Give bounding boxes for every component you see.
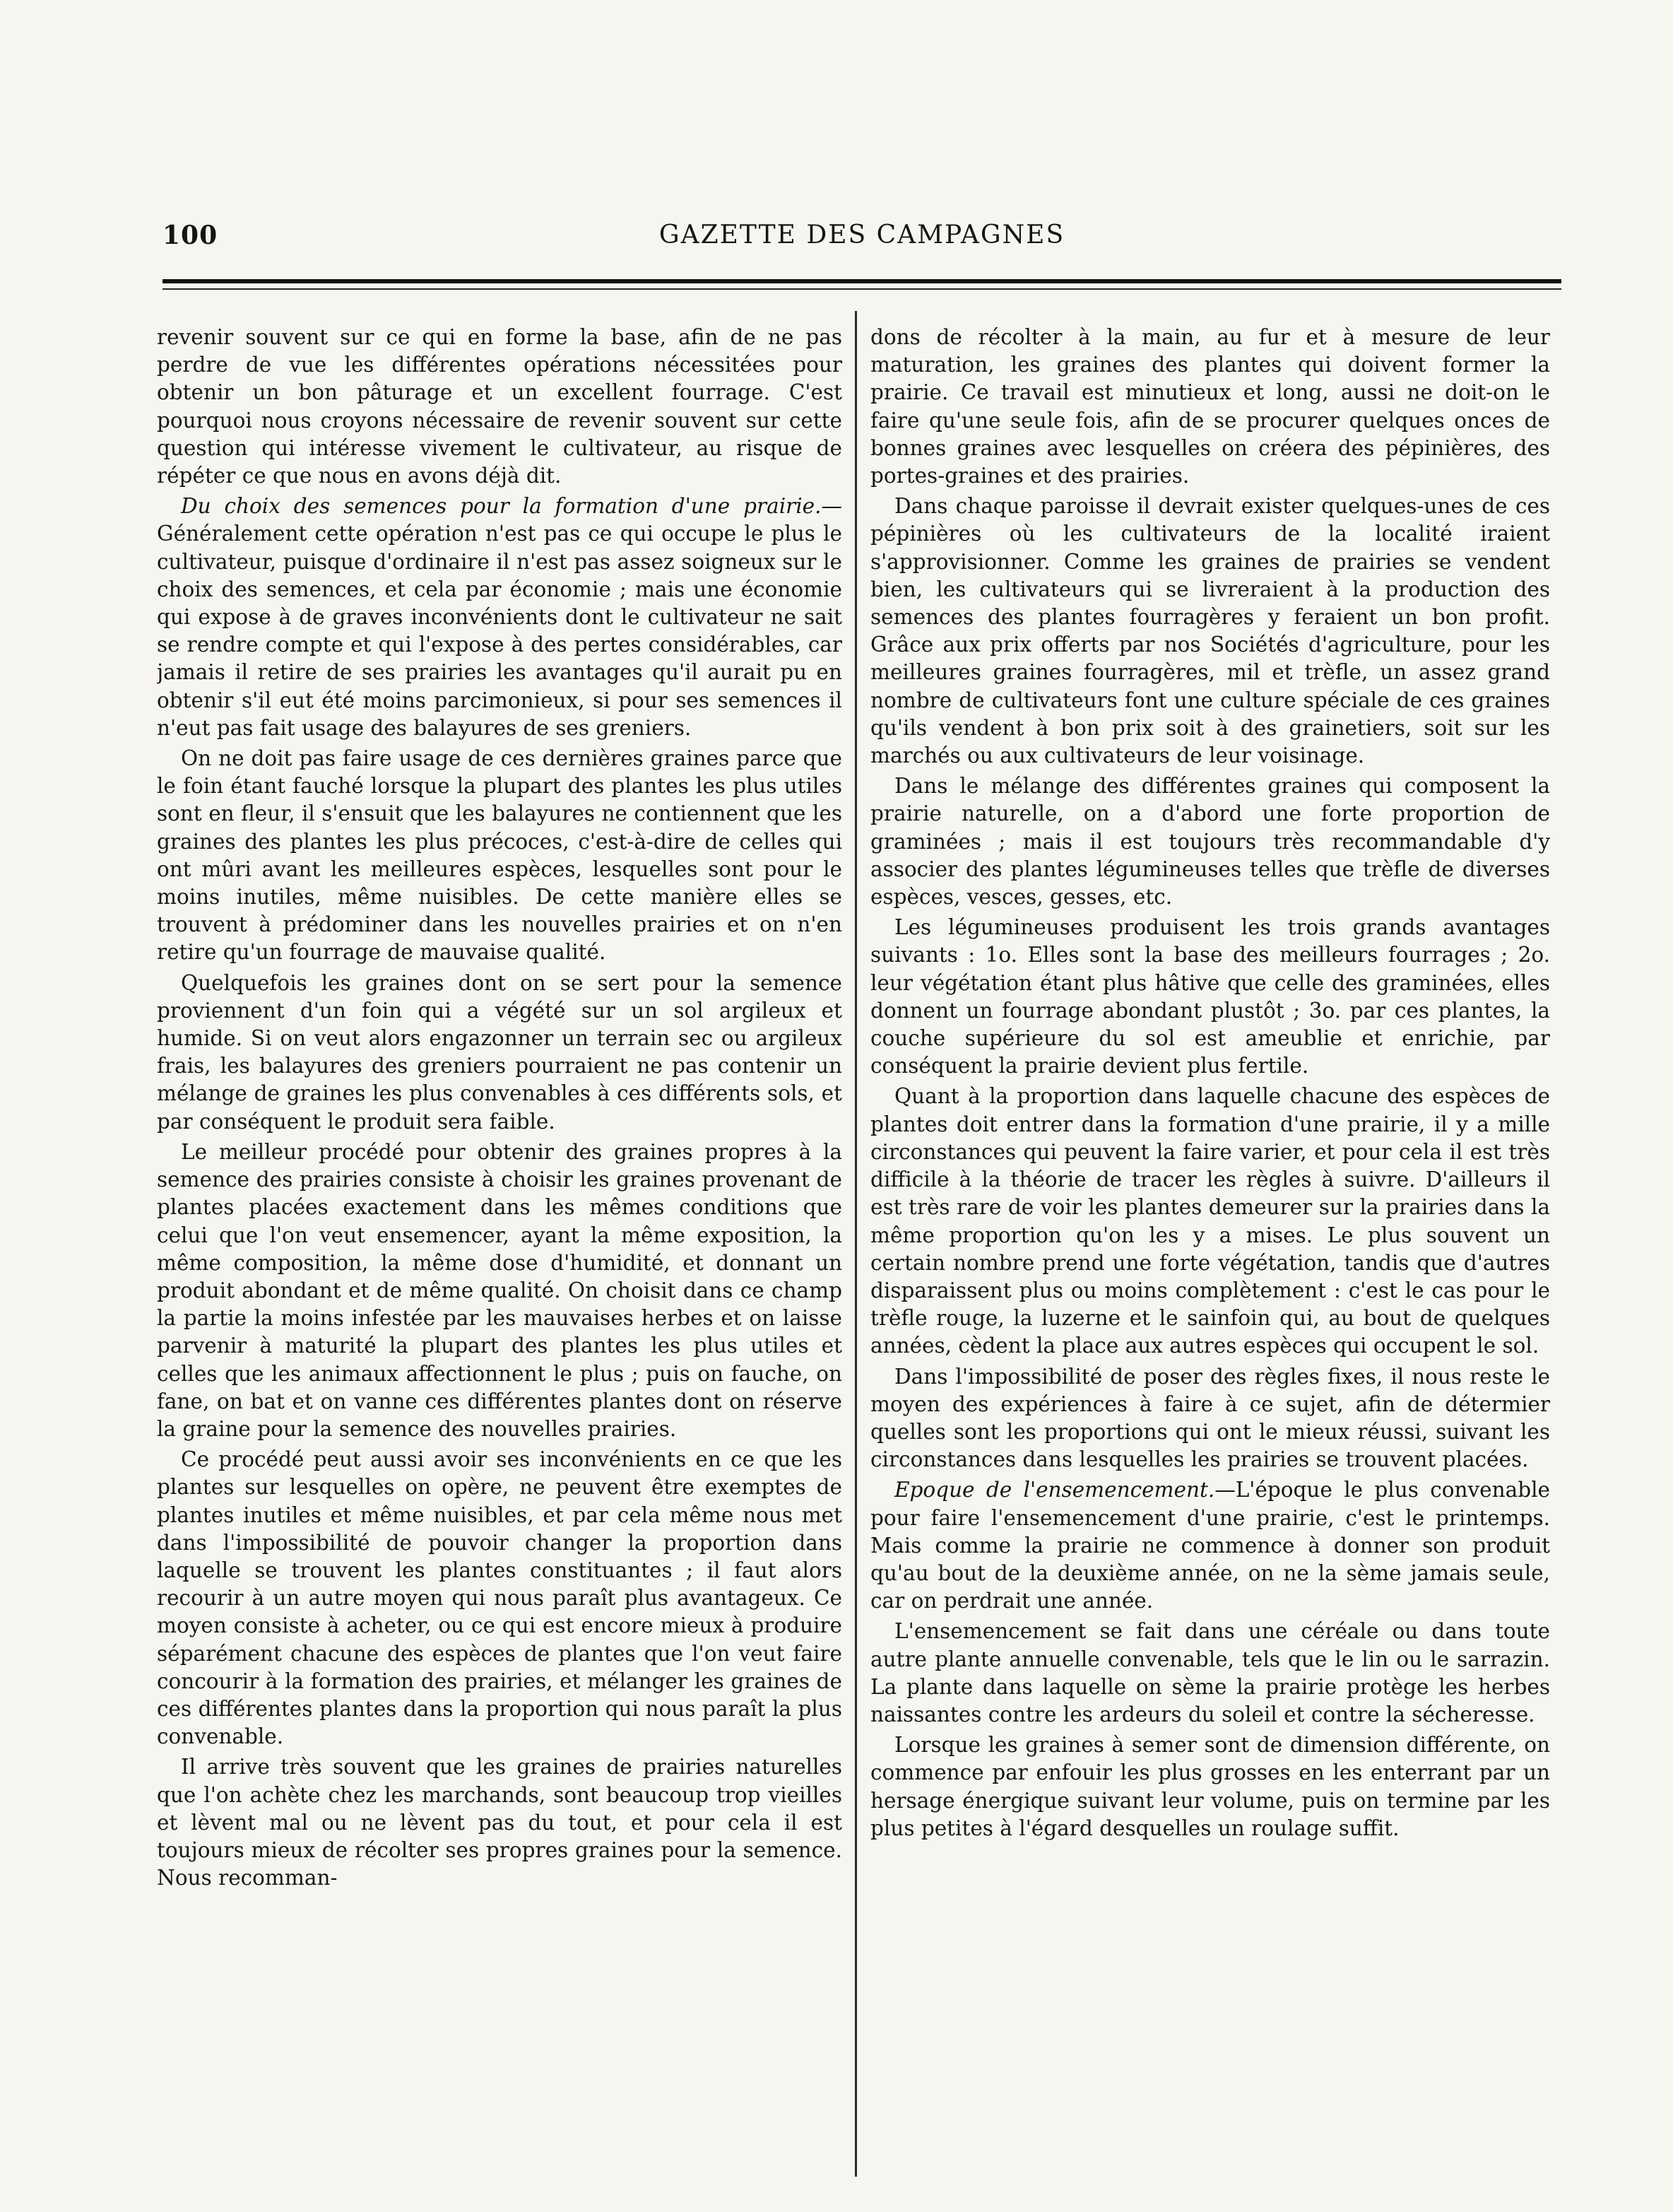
paragraph: dons de récolter à la main, au fur et à mesure de leur maturation, les graines des plantes qui doivent former la prairie. Ce travail est minutieux et long, aussi ne doit-on le faire qu'une seule fois, afin de se procurer quelques onces de bonnes graines avec lesquelles on créera des pépinières, des portes-graines et des prairies. [870,325,1550,488]
paragraph: Quant à la proportion dans laquelle chacune des espèces de plantes doit entrer dans la formation d'une prairie, il y a mille circonstances qui peuvent la faire varier, et pour cela il est très difficile à la théorie de tracer les règles à suivre. D'ailleurs il est très rare de voir les plantes demeurer sur la prairies dans la même proportion qu'on les y a mises. Le plus souvent un certain nombre prend une forte végétation, tandis que d'autres disparaissent plus ou moins complètement : c'est le cas pour le trèfle rouge, la luzerne et le sainfoin qui, au bout de quelques années, cèdent la place aux autres espèces qui occupent le sol. [870,1084,1550,1358]
paragraph: Dans l'impossibilité de poser des règles fixes, il nous reste le moyen des expériences à faire à ce sujet, afin de détermier quelles sont les proportions qui ont le mieux réussi, suivant les circonstances dans lesquelles les prairies se trouvent placées. [870,1364,1550,1472]
paragraph [870,1476,1550,1615]
paragraph: Dans chaque paroisse il devrait exister quelques-unes de ces pépinières où les cultivateurs de la localité iraient s'approvisionner. Comme les graines de prairies se vendent bien, les cultivateurs qui se livreraient à la production des semences des plantes fourragères y feraient un bon profit. Grâce aux prix offerts par nos Sociétés d'agriculture, pour les meilleures graines fourragères, mil et trèfle, un assez grand nombre de cultivateurs font une culture spéciale de ces graines qu'ils vendent à bon prix soit à des grainetiers, soit sur les marchés ou aux cultivateurs de leur voisinage. [870,494,1550,768]
paragraph: Il arrive très souvent que les graines de prairies naturelles que l'on achète chez les marchands, sont beaucoup trop vieilles et lèvent mal ou ne lèvent pas du tout, et pour cela il est toujours mieux de récolter ses propres graines pour la semence. Nous recomman- [157,1755,842,1890]
paragraph: On ne doit pas faire usage de ces dernières graines parce que le foin étant fauché lorsque la plupart des plantes les plus utiles sont en fleur, il s'ensuit que les balayures ne contiennent que les graines des plantes les plus précoces, c'est-à-dire de celles qui ont mûri avant les meilleures espèces, lesquelles sont pour le moins inutiles, même nuisibles. De cette manière elles se trouvent à prédominer dans les nouvelles prairies et on n'en retire qu'un fourrage de mauvaise qualité. [157,746,842,965]
section-heading: Epoque de l'ensemencement. [894,1478,1215,1502]
paragraph: Le meilleur procédé pour obtenir des graines propres à la semence des prairies consiste à choisir les graines provenant de plantes placées exactement dans les mêmes conditions que celui que l'on veut ensemencer, ayant la même exposition, la même composition, la même dose d'humidité, et donnant un produit abondant et de même qualité. On choisit dans ce champ la partie la moins infestée par les mauvaises herbes et on laisse parvenir à maturité la plupart des plantes les plus utiles et celles que les animaux affectionnent le plus ; puis on fauche, on fane, on bat et on vanne ces différentes plantes dont on réserve la graine pour la semence des nouvelles prairies. [157,1139,842,1441]
journal-title: GAZETTE DES CAMPAGNES [658,220,1065,249]
right-column [870,324,1550,2175]
column-divider [855,311,857,2177]
page-number: 100 [162,220,218,250]
section-heading: Du choix des semences pour la formation d'une prairie. [181,494,822,519]
paragraph-text: —Généralement cette opération n'est pas ce qui occupe le plus le cultivateur, puisque d'ordinaire il n'est pas assez soigneux sur le choix des semences, et cela par économie ; mais une économie qui expose à de graves inconvénients dont le cultivateur ne sait se rendre compte et qui l'expose à des pertes considérables, car jamais il retire de ses prairies les avantages qu'il aurait pu en obtenir s'il eut été moins parcimonieux, si pour ses semences il n'eut pas fait usage des balayures de ses greniers. [157,494,842,740]
header-rule-thin [162,288,1561,290]
paragraph: Ce procédé peut aussi avoir ses inconvénients en ce que les plantes sur lesquelles on opère, ne peuvent être exemptes de plantes inutiles et même nuisibles, et par cela même nous met dans l'impossibilité de pouvoir changer la proportion dans laquelle se trouvent les plantes constituantes ; il faut alors recourir à un autre moyen qui nous paraît plus avantageux. Ce moyen consiste à acheter, ou ce qui est encore mieux à produire séparément chacune des espèces de plantes que l'on veut faire concourir à la formation des prairies, et mélanger les graines de ces différentes plantes dans la proportion qui nous paraît la plus convenable. [157,1447,842,1749]
paragraph-text: —L'époque le plus convenable pour faire l'ensemencement d'une prairie, c'est le printemps. Mais comme la prairie ne commence à donner son produit qu'au bout de la deuxième année, on ne la sème jamais seule, car on perdrait une année. [870,1478,1550,1613]
paragraph [157,493,842,742]
paragraph: Dans le mélange des différentes graines qui composent la prairie naturelle, on a d'abord une forte proportion de graminées ; mais il est toujours très recommandable d'y associer des plantes légumineuses telles que trèfle de diverses espèces, vesces, gesses, etc. [870,774,1550,910]
left-column [157,324,842,2175]
paragraph: Lorsque les graines à semer sont de dimension différente, on commence par enfouir les plus grosses en les enterrant par un hersage énergique suivant leur volume, puis on termine par les plus petites à l'égard desquelles un roulage suffit. [870,1733,1550,1840]
page-header [162,220,1561,263]
paragraph: Les légumineuses produisent les trois grands avantages suivants : 1o. Elles sont la base des meilleurs fourrages ; 2o. leur végétation étant plus hâtive que celle des graminées, elles donnent un fourrage abondant plustôt ; 3o. par ces plantes, la couche supérieure du sol est ameublie et enrichie, par conséquent la prairie devient plus fertile. [870,915,1550,1078]
paragraph: Quelquefois les graines dont on se sert pour la semence proviennent d'un foin qui a végété sur un sol argileux et humide. Si on veut alors engazonner un terrain sec ou argileux frais, les balayures des greniers pourraient ne pas contenir un mélange de graines les plus convenables à ces différents sols, et par conséquent le produit sera faible. [157,970,842,1134]
paragraph: L'ensemencement se fait dans une céréale ou dans toute autre plante annuelle convenable, tels que le lin ou le sarrazin. La plante dans laquelle on sème la prairie protège les herbes naissantes contre les ardeurs du soleil et contre la sécheresse. [870,1619,1550,1726]
header-rule-thick [162,279,1561,283]
paragraph: revenir souvent sur ce qui en forme la base, afin de ne pas perdre de vue les différentes opérations nécessitées pour obtenir un bon pâturage et un excellent fourrage. C'est pourquoi nous croyons nécessaire de revenir souvent sur cette question qui intéresse vivement le cultivateur, au risque de répéter ce que nous en avons déjà dit. [157,325,842,488]
